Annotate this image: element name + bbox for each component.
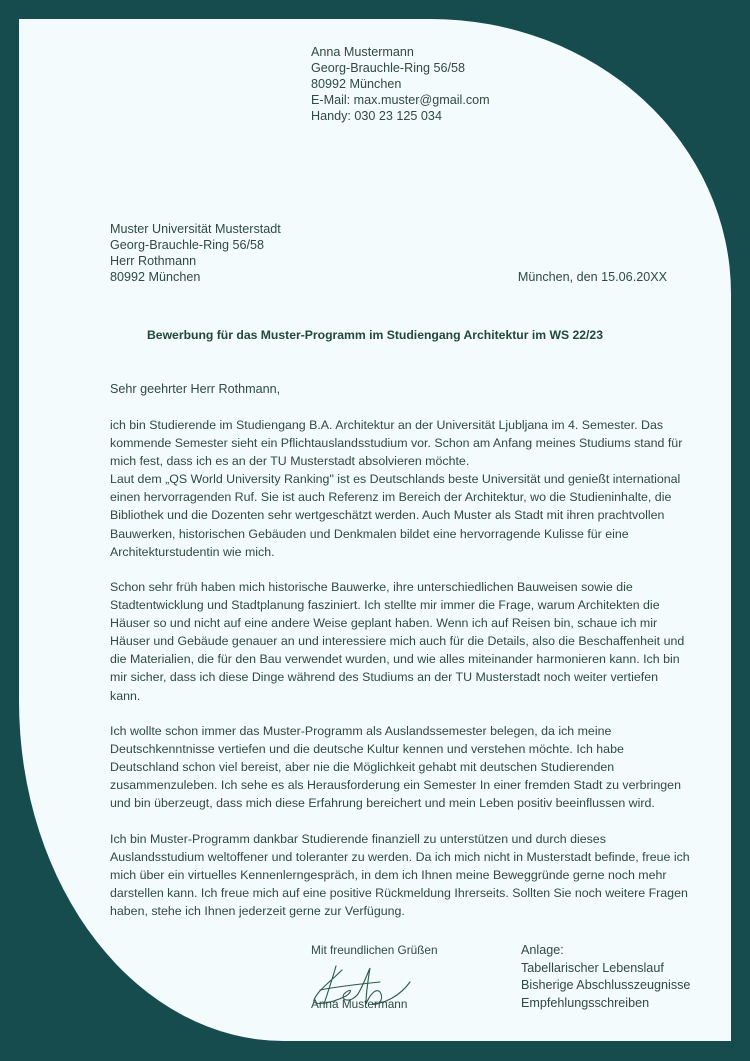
body-paragraph-4 — [110, 830, 690, 920]
signer-name: Anna Mustermann — [311, 997, 408, 1011]
sender-email: E-Mail: max.muster@gmail.com — [311, 93, 490, 107]
salutation: Sehr geehrter Herr Rothmann, — [110, 382, 281, 396]
recipient-organization: Muster Universität Musterstadt — [110, 222, 281, 236]
body-paragraph-4-text: Ich bin Muster-Programm dankbar Studierende finanziell zu unterstützen und durch dieses Auslandsstudium weltoffener und toleranter zu werden. Da ich mich nicht in Musterstadt befinde, freue ich mich über ein virtuelles Kennenlerngespräch, in dem ich Ihnen meine Beweggründe gerne noch mehr darstellen kann. Ich freue mich auf eine positive Rückmeldung Ihrerseits. Sollten Sie noch weitere Fragen haben, stehe ich Ihnen jederzeit gerne zur Verfügung. — [110, 832, 690, 919]
sender-city: 80992 München — [311, 77, 402, 91]
subject-line: Bewerbung für das Muster-Programm im Studiengang Architektur im WS 22/23 — [147, 328, 603, 342]
recipient-contact: Herr Rothmann — [110, 254, 197, 268]
body-paragraph-1a: ich bin Studierende im Studiengang B.A. Architektur an der Universität Ljubljana im 4. Semester. Das kommende Semester sieht ein Pflichtauslandsstudium vor. Schon am Anfang meines Studiums stand für mich fest, dass ich es an der TU Musterstadt absolvieren möchte. — [110, 418, 683, 469]
letter-date: München, den 15.06.20XX — [517, 270, 667, 284]
body-paragraph-2 — [110, 578, 690, 705]
sender-address — [311, 44, 490, 124]
enclosure-item: Tabellarischer Lebenslauf — [521, 960, 664, 975]
recipient-city: 80992 München — [110, 270, 201, 284]
enclosures — [521, 942, 690, 1012]
body-paragraph-2-text: Schon sehr früh haben mich historische Bauwerke, ihre unterschiedlichen Bauweisen sowie die Stadtentwicklung und Stadtplanung fasziniert. Ich stellte mir immer die Frage, warum Architekten die Häuser so und nicht auf eine andere Weise geplant haben. Wenn ich auf Reisen bin, schaue ich mir Häuser und Gebäude genauer an und interessiere mich auch für die Details, also die Beschaffenheit und die Materialien, die für den Bau verwendet wurden, und wie alles miteinander harmonieren kann. Ich bin mir sicher, dass ich diese Dinge während des Studiums an der TU Musterstadt noch weiter vertiefen kann. — [110, 580, 685, 703]
sender-street: Georg-Brauchle-Ring 56/58 — [311, 61, 466, 75]
recipient-address — [110, 221, 281, 285]
closing-phrase: Mit freundlichen Grüßen — [311, 943, 438, 957]
enclosure-item: Bisherige Abschlusszeugnisse — [521, 978, 691, 992]
sender-name: Anna Mustermann — [311, 45, 414, 59]
enclosures-title: Anlage: — [521, 943, 564, 957]
body-paragraph-1b: Laut dem „QS World University Ranking" ist es Deutschlands beste Universität und genießt international einen hervorragenden Ruf. Sie ist auch Referenz im Bereich der Architektur, wo die Studieninhalte, die Bibliothek und die Dozenten sehr wertgeschätzt werden. Auch Muster als Stadt mit ihren prachtvollen Bauwerken, historischen Gebäuden und Denkmalen bildet eine hervorragende Kulisse für eine Architekturstudentin wie mich. — [110, 472, 681, 559]
body-paragraph-3 — [110, 722, 690, 812]
body-paragraph-1 — [110, 416, 690, 561]
recipient-street: Georg-Brauchle-Ring 56/58 — [110, 238, 265, 252]
enclosure-item: Empfehlungsschreiben — [521, 995, 650, 1010]
body-paragraph-3-text: Ich wollte schon immer das Muster-Programm als Auslandssemester belegen, da ich meine Deutschkenntnisse vertiefen und die deutsche Kultur kennen und verstehen möchte. Ich habe Deutschland schon viel bereist, aber nie die Möglichkeit gehabt mit deutschen Studierenden zusammenzuleben. Ich sehe es als Herausforderung ein Semester In einer fremden Stadt zu verbringen und bin überzeugt, dass mich diese Erfahrung bereichert und mein Leben positiv beeinflussen wird. — [110, 724, 681, 811]
sender-phone: Handy: 030 23 125 034 — [311, 109, 442, 123]
signature-crossbar — [320, 982, 380, 990]
